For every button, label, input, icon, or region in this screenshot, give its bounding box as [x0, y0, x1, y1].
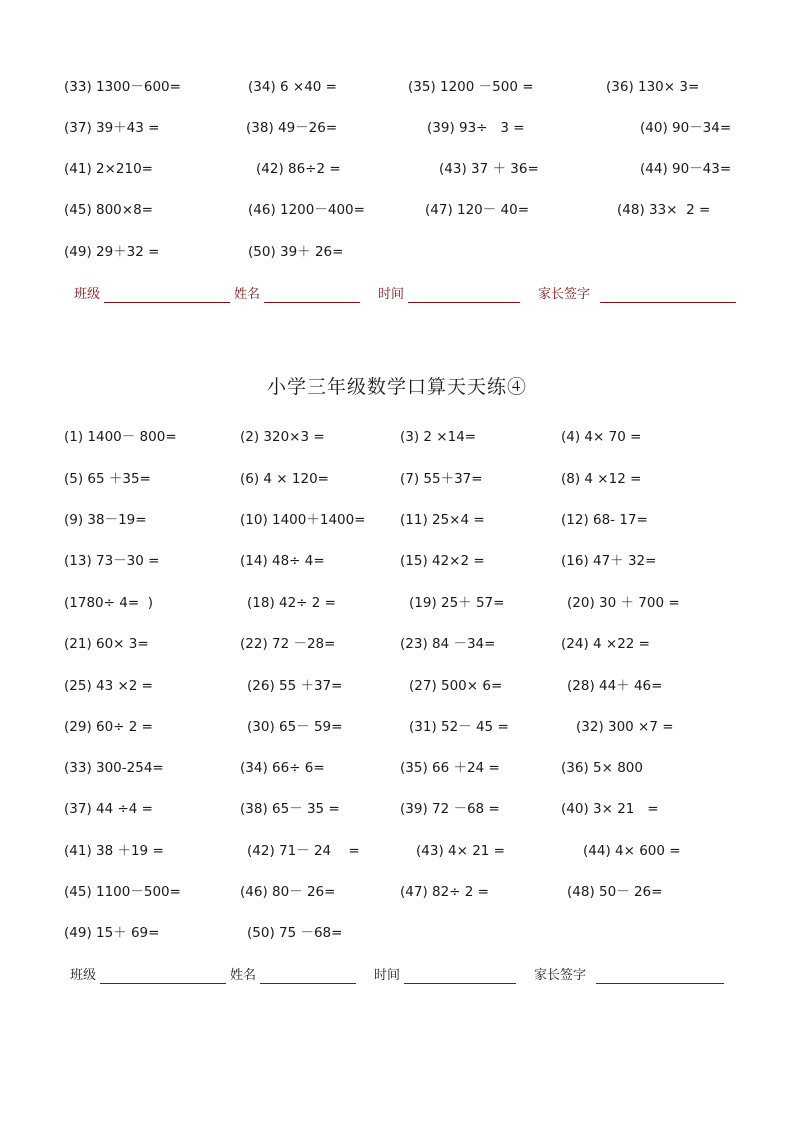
problem-row [0, 468, 794, 490]
name-blank[interactable] [260, 983, 356, 984]
problem: (15) 42×2 = [400, 553, 485, 569]
problem: (22) 72 －28= [240, 636, 336, 652]
problem: (45) 800×8= [64, 202, 153, 218]
problem: (28) 44＋ 46= [567, 678, 663, 694]
problem: (46) 1200－400= [248, 202, 365, 218]
problem: (41) 2×210= [64, 161, 153, 177]
problem: (30) 65－ 59= [247, 719, 343, 735]
time-blank[interactable] [408, 302, 520, 303]
problem: (10) 1400＋1400= [240, 512, 366, 528]
problem: (48) 33× 2 = [617, 202, 711, 218]
problem-row [0, 158, 794, 180]
problem-row [0, 798, 794, 820]
problem: (35) 66 ＋24 = [400, 760, 500, 776]
problem: (33) 300-254= [64, 760, 164, 776]
problem-row [0, 840, 794, 862]
problem: (49) 29＋32 = [64, 244, 160, 260]
problem: (50) 39＋ 26= [248, 244, 344, 260]
problem: (1) 1400－ 800= [64, 429, 177, 445]
problem: (11) 25×4 = [400, 512, 485, 528]
problem-row [0, 76, 794, 98]
problem: (31) 52－ 45 = [409, 719, 509, 735]
class-label: 班级 [70, 968, 97, 983]
problem: (44) 90－43= [640, 161, 732, 177]
problem: (14) 48÷ 4= [240, 553, 325, 569]
problem: (46) 80－ 26= [240, 884, 336, 900]
problem: (35) 1200 －500 = [408, 79, 534, 95]
parent-signature-label: 家长签字 [534, 968, 587, 983]
problem: (37) 39＋43 = [64, 120, 160, 136]
problem: (32) 300 ×7 = [576, 719, 674, 735]
parent-signature-label: 家长签字 [538, 287, 591, 302]
problem: (27) 500× 6= [409, 678, 503, 694]
problem-row [0, 922, 794, 944]
problem: (29) 60÷ 2 = [64, 719, 153, 735]
problem-row [0, 241, 794, 263]
problem-row [0, 550, 794, 572]
class-blank[interactable] [100, 983, 226, 984]
problem: (19) 25＋ 57= [409, 595, 505, 611]
time-label: 时间 [374, 968, 401, 983]
parent-signature-blank[interactable] [596, 983, 724, 984]
problem: (38) 49－26= [246, 120, 338, 136]
problem: (8) 4 ×12 = [561, 471, 642, 487]
problem-row [0, 426, 794, 448]
parent-signature-blank[interactable] [600, 302, 736, 303]
problem: (3) 2 ×14= [400, 429, 477, 445]
problem-row [0, 592, 794, 614]
problem: (34) 66÷ 6= [240, 760, 325, 776]
problem: (50) 75 －68= [247, 925, 343, 941]
problem-row [0, 757, 794, 779]
top-footer [0, 284, 794, 306]
problem: (26) 55 ＋37= [247, 678, 343, 694]
problem: (33) 1300－600= [64, 79, 181, 95]
problem: (39) 72 －68 = [400, 801, 500, 817]
problem: (20) 30 ＋ 700 = [567, 595, 680, 611]
problem: (1780÷ 4= ) [64, 595, 153, 611]
problem: (41) 38 ＋19 = [64, 843, 164, 859]
problem: (13) 73－30 = [64, 553, 160, 569]
problem: (40) 3× 21 = [561, 801, 659, 817]
problem: (36) 5× 800 [561, 760, 643, 776]
problem: (24) 4 ×22 = [561, 636, 650, 652]
name-blank[interactable] [264, 302, 360, 303]
problem: (45) 1100－500= [64, 884, 181, 900]
problem: (9) 38－19= [64, 512, 147, 528]
problem: (2) 320×3 = [240, 429, 325, 445]
name-label: 姓名 [234, 287, 261, 302]
problem: (4) 4× 70 = [561, 429, 642, 445]
problem: (44) 4× 600 = [583, 843, 681, 859]
problem: (49) 15＋ 69= [64, 925, 160, 941]
problem: (42) 86÷2 = [256, 161, 341, 177]
problem: (36) 130× 3= [606, 79, 700, 95]
problem-row [0, 117, 794, 139]
problem: (42) 71－ 24 = [247, 843, 360, 859]
problem-row [0, 509, 794, 531]
problem: (5) 65 ＋35= [64, 471, 151, 487]
problem-row [0, 881, 794, 903]
problem: (6) 4 × 120= [240, 471, 329, 487]
class-label: 班级 [74, 287, 101, 302]
problem: (7) 55＋37= [400, 471, 483, 487]
problem: (47) 120－ 40= [425, 202, 530, 218]
problem-row [0, 633, 794, 655]
problem: (12) 68- 17= [561, 512, 648, 528]
class-blank[interactable] [104, 302, 230, 303]
time-label: 时间 [378, 287, 405, 302]
worksheet-footer [0, 965, 794, 987]
problem: (39) 93÷ 3 = [427, 120, 525, 136]
problem: (40) 90－34= [640, 120, 732, 136]
problem: (34) 6 ×40 = [248, 79, 337, 95]
problem: (21) 60× 3= [64, 636, 149, 652]
problem: (37) 44 ÷4 = [64, 801, 153, 817]
problem: (43) 4× 21 = [416, 843, 505, 859]
problem: (16) 47＋ 32= [561, 553, 657, 569]
problem: (25) 43 ×2 = [64, 678, 153, 694]
problem-row [0, 199, 794, 221]
problem-row [0, 675, 794, 697]
name-label: 姓名 [230, 968, 257, 983]
worksheet-title: 小学三年级数学口算天天练④ [266, 376, 527, 398]
problem: (23) 84 －34= [400, 636, 496, 652]
problem-row [0, 716, 794, 738]
problem: (43) 37 ＋ 36= [439, 161, 539, 177]
problem: (18) 42÷ 2 = [247, 595, 336, 611]
problem: (47) 82÷ 2 = [400, 884, 489, 900]
time-blank[interactable] [404, 983, 516, 984]
problem: (38) 65－ 35 = [240, 801, 340, 817]
problem: (48) 50－ 26= [567, 884, 663, 900]
